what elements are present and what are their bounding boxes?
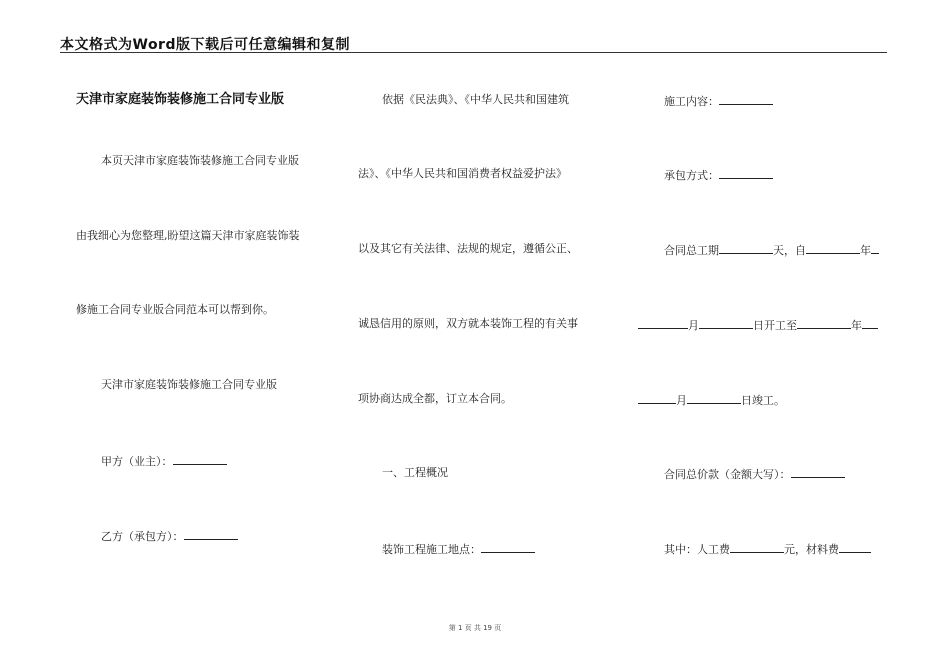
method-label: 承包方式： xyxy=(664,169,719,182)
legal-basis-line-2: 法》、《中华人民共和国消费者权益爱护法》 xyxy=(358,167,567,180)
end-day-blank xyxy=(687,392,741,404)
contract-title: 天津市家庭装饰装修施工合同专业版 xyxy=(76,92,285,107)
start-year-tail-blank xyxy=(871,242,879,254)
legal-basis-line-4: 诚恳信用的原则，双方就本装饰工程的有关事 xyxy=(358,317,578,330)
site-line xyxy=(382,541,535,557)
breakdown-mid: 元，材料费 xyxy=(784,543,839,556)
price-line xyxy=(664,466,845,482)
material-cost-blank xyxy=(839,541,871,553)
start-year-label: 年 xyxy=(860,244,871,257)
intro-line-3: 修施工合同专业版合同范本可以帮到你。 xyxy=(76,303,274,316)
end-year-tail-blank xyxy=(862,317,878,329)
content-blank xyxy=(719,93,773,105)
breakdown-prefix: 其中：人工费 xyxy=(664,543,730,556)
intro-line-1: 本页天津市家庭装饰装修施工合同专业版 xyxy=(101,154,299,167)
legal-basis-line-1: 依据《民法典》、《中华人民共和国建筑 xyxy=(382,93,569,106)
site-label: 装饰工程施工地点： xyxy=(382,543,481,556)
start-day-blank xyxy=(699,317,753,329)
legal-basis-line-5: 项协商达成全都，订立本合同。 xyxy=(358,392,512,405)
download-banner: 本文格式为Word版下载后可任意编辑和复制 xyxy=(60,37,350,53)
breakdown-line xyxy=(664,541,871,557)
price-blank xyxy=(791,466,845,478)
site-blank xyxy=(481,541,535,553)
start-year-blank xyxy=(806,242,860,254)
duration-mid: 天，自 xyxy=(773,244,806,257)
labor-cost-blank xyxy=(730,541,784,553)
legal-basis-line-3: 以及其它有关法律、法规的规定，遵循公正、 xyxy=(358,242,578,255)
start-month-label: 月 xyxy=(688,319,699,332)
contract-subtitle: 天津市家庭装饰装修施工合同专业版 xyxy=(101,378,277,391)
method-blank xyxy=(719,167,773,179)
content-line xyxy=(664,93,773,109)
price-label: 合同总价款（金额大写）： xyxy=(664,468,791,481)
end-suffix: 日竣工。 xyxy=(741,394,785,407)
end-month-blank xyxy=(638,392,676,404)
end-date-line xyxy=(638,392,785,408)
start-suffix: 日开工至 xyxy=(753,319,797,332)
content-label: 施工内容： xyxy=(664,95,719,108)
party-a-line xyxy=(101,453,227,469)
duration-prefix: 合同总工期 xyxy=(664,244,719,257)
party-b-line xyxy=(101,528,238,544)
section-heading-overview: 一、工程概况 xyxy=(382,466,448,479)
page-number: 第 1 页 共 19 页 xyxy=(448,624,502,632)
party-a-label: 甲方（业主）： xyxy=(101,455,173,468)
header-rule xyxy=(60,52,887,53)
duration-line xyxy=(664,242,879,258)
end-year-label: 年 xyxy=(851,319,862,332)
start-date-line xyxy=(638,317,878,333)
end-year-blank xyxy=(797,317,851,329)
duration-days-blank xyxy=(719,242,773,254)
start-month-blank xyxy=(638,317,688,329)
party-b-label: 乙方（承包方）： xyxy=(101,530,184,543)
party-a-blank xyxy=(173,453,227,465)
end-month-label: 月 xyxy=(676,394,687,407)
method-line xyxy=(664,167,773,183)
party-b-blank xyxy=(184,528,238,540)
intro-line-2: 由我细心为您整理,盼望这篇天津市家庭装饰装 xyxy=(76,229,300,242)
